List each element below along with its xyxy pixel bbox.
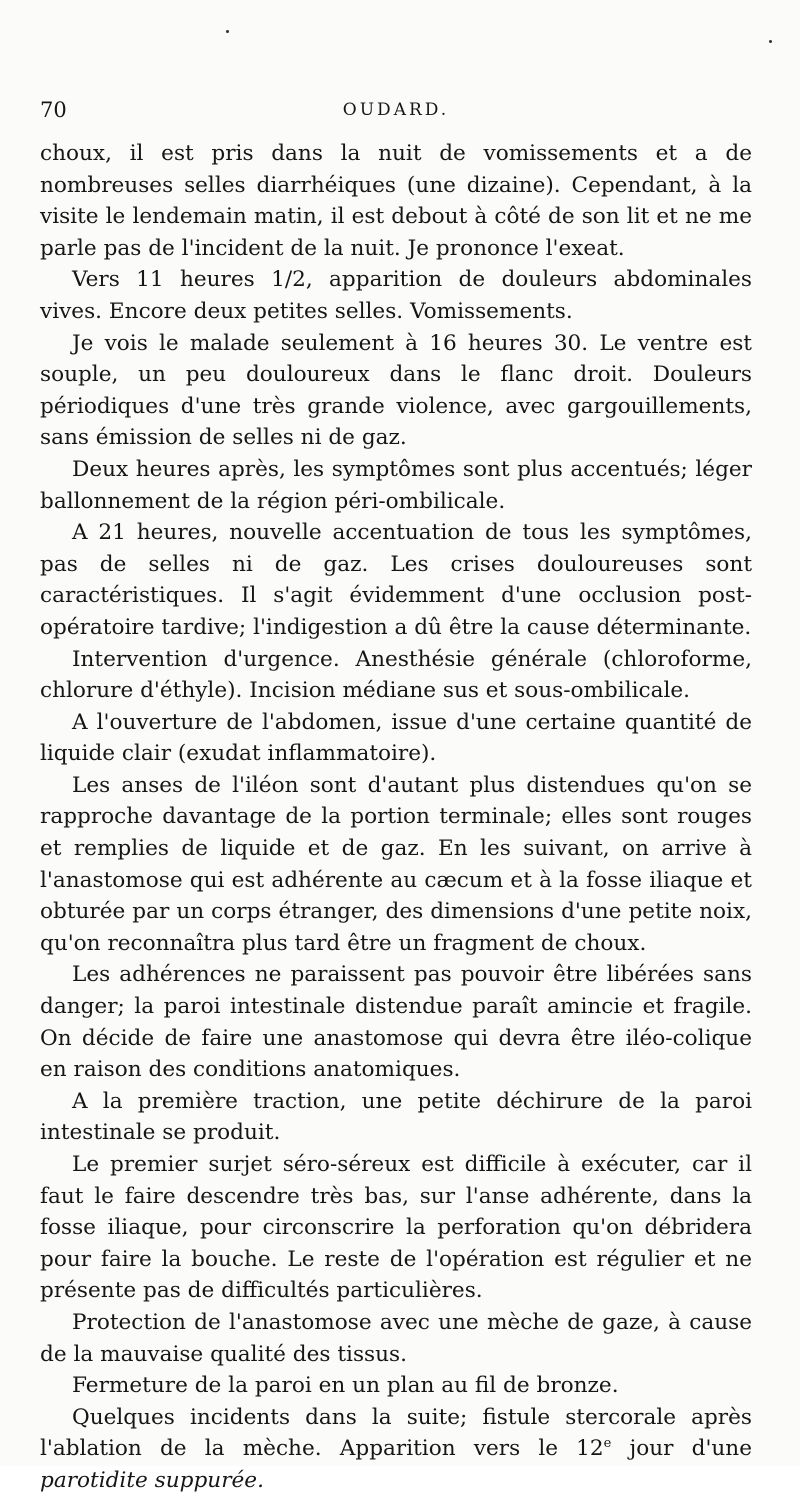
text-run: jour d'une [611,1436,752,1462]
paragraph: A 21 heures, nouvelle accentuation de tous les symptômes, pas de selles ni de gaz. Les crises douloureuses sont caractéristiques. Il s'agit évidemment d'une occlusion post-opératoire tardive; l'indigestion a dû être la cause déterminante. [40,520,752,640]
paragraph: Je vois le malade seulement à 16 heures 30. Le ventre est souple, un peu douloureux dans le flanc droit. Douleurs périodiques d'une très grande violence, avec gargouillements, sans émission de selles ni de gaz. [40,330,752,451]
paragraph: Les anses de l'iléon sont d'autant plus distendues qu'on se rapproche davantage de la portion terminale; elles sont rouges et remplies de liquide et de gaz. En les suivant, on arrive à l'anastomose qui est adhérente au cæcum et à la fosse iliaque et obturée par un corps étranger, des dimensions d'une petite noix, qu'on reconnaîtra plus tard être un fragment de choux. [40,772,752,956]
ink-speck [226,30,229,33]
paragraph: Le premier surjet séro-séreux est difficile à exécuter, car il faut le faire descendre très bas, sur l'anse adhérente, dans la fosse iliaque, pour circonscrire la perforation qu'on débridera pour faire la bouche. Le reste de l'opération est régulier et ne présente pas de difficultés particulières. [40,1152,752,1304]
italic-term: parotidite suppurée. [40,1467,264,1493]
paragraph: Intervention d'urgence. Anesthésie générale (chloroforme, chlorure d'éthyle). Incision médiane sus et sous-ombilicale. [40,646,752,704]
running-head: OUDARD. [342,100,450,120]
page-body [40,138,752,1497]
ordinal-superscript: e [603,1436,612,1452]
paragraph: Deux heures après, les symptômes sont plus accentués; léger ballonnement de la région péri-ombilicale. [40,456,752,514]
paragraph: Vers 11 heures 1/2, apparition de douleurs abdominales vives. Encore deux petites selles. Vomissements. [40,267,752,324]
page-number: 70 [40,98,67,122]
page-header [40,98,752,128]
paragraph: Protection de l'anastomose avec une mèche de gaze, à cause de la mauvaise qualité des tissus. [40,1309,752,1367]
paragraph: A l'ouverture de l'abdomen, issue d'une certaine quantité de liquide clair (exudat inflammatoire). [40,709,752,767]
paragraph: Les adhérences ne paraissent pas pouvoir être libérées sans danger; la paroi intestinale distendue paraît amincie et fragile. On décide de faire une anastomose qui devra être iléo-colique en raison des conditions anatomiques. [40,962,752,1083]
paragraph-last [40,1402,752,1497]
paragraph: Fermeture de la paroi en un plan au fil de bronze. [72,1373,619,1399]
paragraph: choux, il est pris dans la nuit de vomissements et a de nombreuses selles diarrhéiques (une dizaine). Cependant, à la visite le lendemain matin, il est debout à côté de son lit et ne me parle pas de l'incident de la nuit. Je prononce l'exeat. [40,141,752,261]
ink-speck [769,40,772,43]
paragraph: A la première traction, une petite déchirure de la paroi intestinale se produit. [40,1088,752,1146]
text-run: Quelques incidents dans la suite; fistule stercorale après l'ablation de la mèche. Apparition vers le 12 [40,1404,752,1462]
